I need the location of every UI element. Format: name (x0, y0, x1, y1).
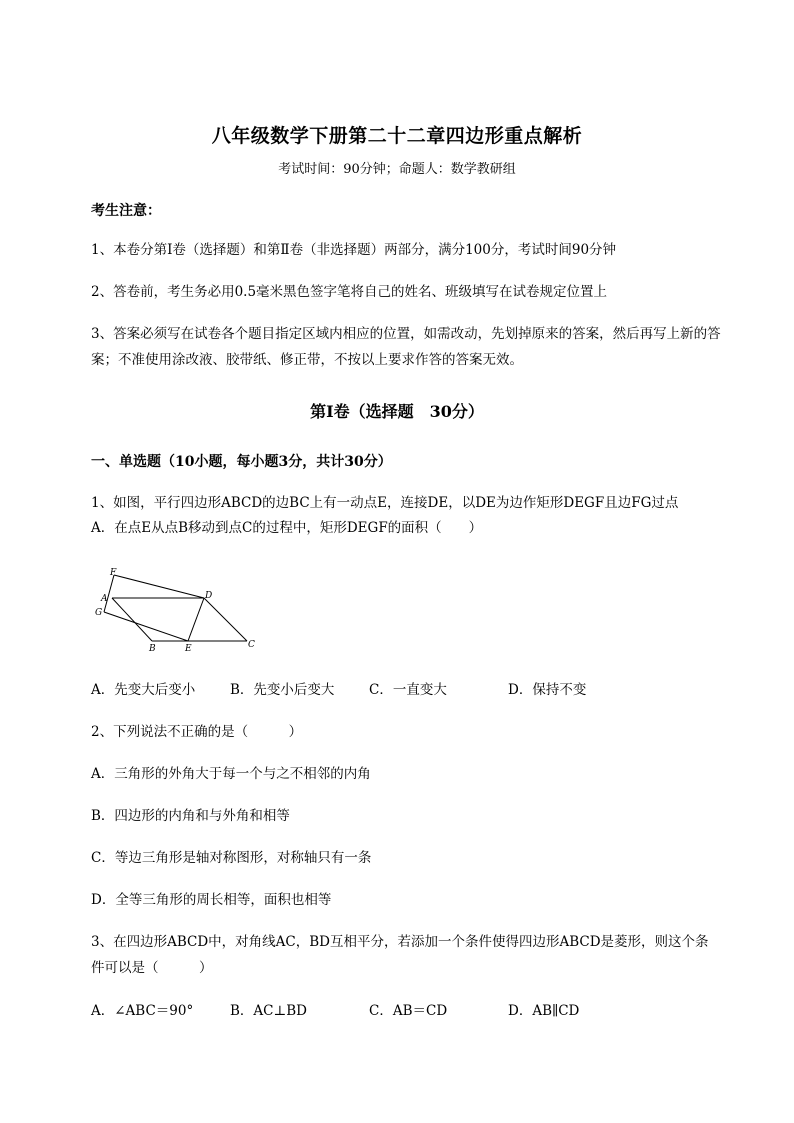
figure-label-d: D (205, 591, 213, 601)
question-3-stem-line2: 件可以是（ ） (91, 960, 213, 976)
question-3-stem-line1: 3、在四边形ABCD中，对角线AC，BD互相平分，若添加一个条件使得四边形ABCD是菱形，则这个条 (91, 934, 709, 950)
question-2-option-a[interactable]: A．三角形的外角大于每一个与之不相邻的内角 (91, 766, 371, 782)
section-title: 第I卷（选择题 30分） (310, 402, 484, 421)
page-title: 八年级数学下册第二十二章四边形重点解析 (211, 125, 583, 147)
figure-label-b: B (149, 644, 156, 654)
question-3-option-d[interactable]: D．AB∥CD (508, 1003, 580, 1019)
question-1-option-d[interactable]: D．保持不变 (508, 682, 587, 698)
question-3-option-c[interactable]: C．AB＝CD (369, 1003, 448, 1019)
question-1-option-a[interactable]: A．先变大后变小 (91, 682, 196, 698)
figure-label-f: F (110, 568, 117, 578)
question-2-option-c[interactable]: C．等边三角形是轴对称图形，对称轴只有一条 (91, 850, 372, 866)
figure-label-e: E (185, 644, 192, 654)
question-2-option-b[interactable]: B．四边形的内角和与外角和相等 (91, 808, 290, 824)
question-3-option-a[interactable]: A．∠ABC＝90° (91, 1003, 194, 1019)
notice-item-3: 3、答案必须写在试卷各个题目指定区域内相应的位置，如需改动，先划掉原来的答案，然后再写上新的答案；不准使用涂改液、胶带纸、修正带，不按以上要求作答的答案无效。 (91, 326, 721, 368)
question-1-option-c[interactable]: C．一直变大 (369, 682, 447, 698)
figure-label-g: G (95, 608, 103, 618)
question-1-stem-line2: A．在点E从点B移动到点C的过程中，矩形DEGF的面积（ ） (91, 520, 483, 536)
figure-label-a: A (101, 594, 108, 604)
question-3-option-b[interactable]: B．AC⊥BD (230, 1003, 307, 1019)
part-heading: 一、单选题（10小题，每小题3分，共计30分） (91, 454, 392, 470)
parallelogram-figure (92, 565, 262, 657)
figure-label-c: C (248, 640, 255, 650)
question-1-stem-line1: 1、如图，平行四边形ABCD的边BC上有一动点E，连接DE，以DE为边作矩形DEGF且边FG过点 (91, 495, 679, 511)
exam-info: 考试时间：90分钟；命题人：数学教研组 (278, 162, 516, 177)
question-2-stem: 2、下列说法不正确的是（ ） (91, 724, 303, 740)
notice-heading: 考生注意： (91, 203, 161, 219)
notice-item-1: 1、本卷分第I卷（选择题）和第Ⅱ卷（非选择题）两部分，满分100分，考试时间90分钟 (91, 242, 617, 258)
notice-item-2: 2、答卷前，考生务必用0.5毫米黑色签字笔将自己的姓名、班级填写在试卷规定位置上 (91, 284, 608, 300)
question-2-option-d[interactable]: D．全等三角形的周长相等，面积也相等 (91, 892, 332, 908)
question-1-option-b[interactable]: B．先变小后变大 (230, 682, 335, 698)
